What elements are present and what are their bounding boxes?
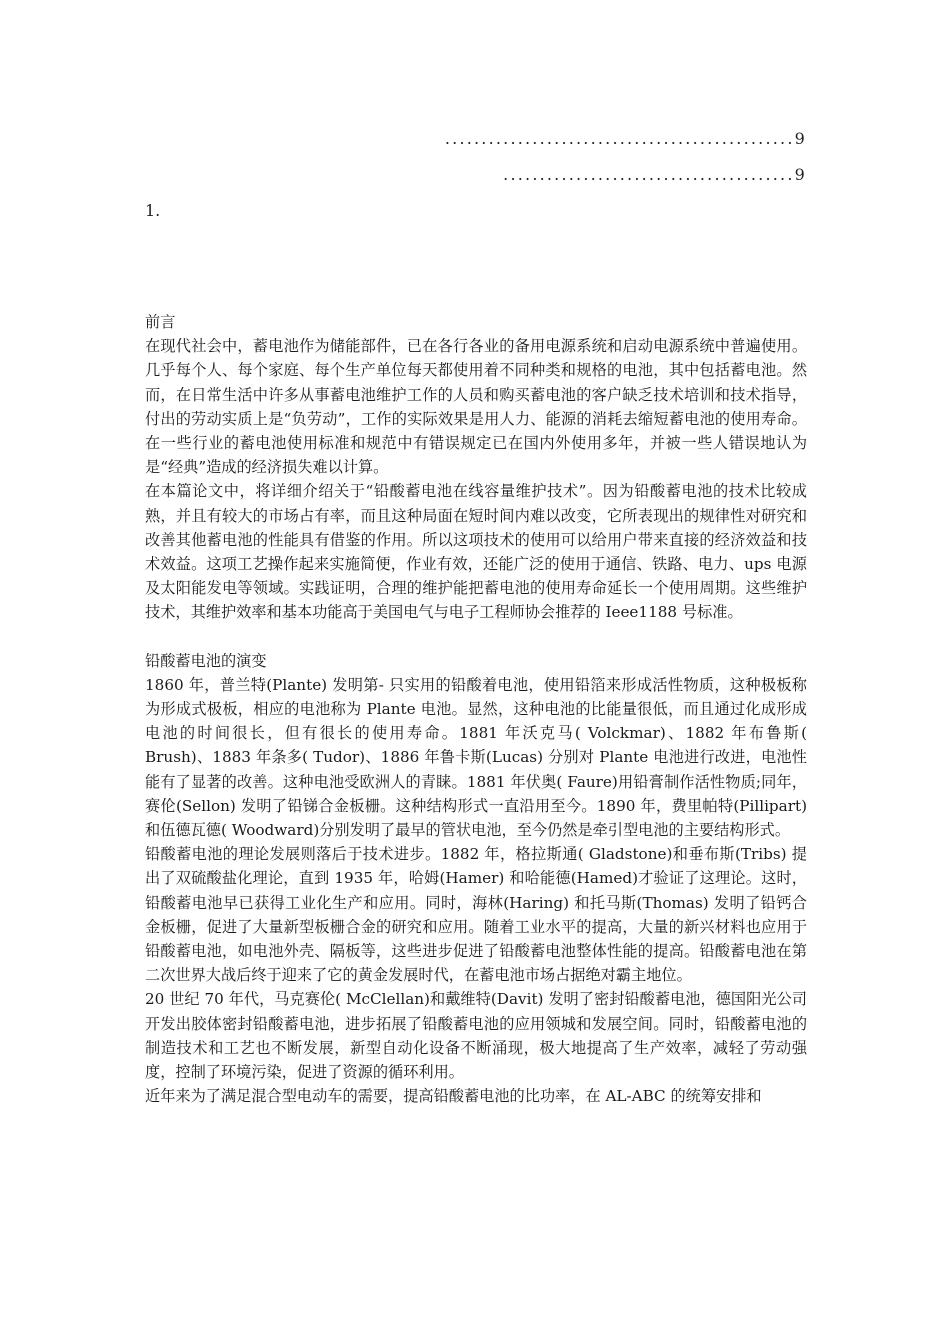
toc-page-number: 9 bbox=[794, 165, 807, 184]
paragraph: 铅酸蓄电池的理论发展则落后于技术进步。1882 年，格拉斯通( Gladstone)和垂布斯(Tribs) 提出了双硫酸盐化理论，直到 1935 年，哈姆(Hamer) 和哈能德(Hamed)才验证了这理论。这时，铅酸蓄电池早已获得工业化生产和应用。同时，海林(Haring) 和托马斯(Thomas) 发明了铅钙合金板栅，促进了大量新型板栅合金的研究和应用。随着工业水平的提高，大量的新兴材料也应用于铅酸蓄电池，如电池外壳、隔板等，这些进步促进了铅酸蓄电池整体性能的提高。铅酸蓄电池在第二次世界大战后终于迎来了它的黄金发展时代，在蓄电池市场占据绝对霸主地位。 bbox=[145, 845, 807, 985]
toc-entry-1[interactable] bbox=[445, 129, 807, 148]
toc-entry-2[interactable] bbox=[503, 165, 807, 184]
toc-item-number: 1. bbox=[145, 201, 161, 220]
section-heading-preface: 前言 bbox=[145, 313, 176, 331]
section-heading-evolution: 铅酸蓄电池的演变 bbox=[145, 651, 267, 670]
paragraph: 在本篇论文中，将详细介绍关于“铅酸蓄电池在线容量维护技术”。因为铅酸蓄电池的技术比较成熟，并且有较大的市场占有率，而且这种局面在短时间内难以改变，它所表现出的规律性对研究和改善其他蓄电池的性能具有借鉴的作用。所以这项技术的使用可以给用户带来直接的经济效益和技术效益。这项工艺操作起来实施简便，作业有效，还能广泛的使用于通信、铁路、电力、ups 电源及太阳能发电等领域。实践证明，合理的维护能把蓄电池的使用寿命延长一个使用周期。这些维护技术，其维护效率和基本功能高于美国电气与电子工程师协会推荐的 Ieee1188 号标准。 bbox=[145, 482, 807, 622]
toc-leader-dots: ................................................ bbox=[444, 129, 795, 148]
paragraph: 近年来为了满足混合型电动车的需要，提高铅酸蓄电池的比功率，在 AL-ABC 的统筹安排和 bbox=[145, 1087, 762, 1106]
toc-page-number: 9 bbox=[794, 129, 807, 148]
toc-leader-dots: ........................................ bbox=[503, 165, 795, 184]
paragraph-spacer bbox=[145, 625, 807, 649]
body-content bbox=[145, 310, 807, 1109]
paragraph: 1860 年，普兰特(Plante) 发明第- 只实用的铅酸着电池，使用铅箔来形成活性物质，这种极板称为形成式极板，相应的电池称为 Plante 电池。显然，这种电池的比能量很低，而且通过化成形成电池的时间很长，但有很长的使用寿命。1881 年沃克马( Volckmar)、1882 年布鲁斯( Brush)、1883 年条多( Tudor)、1886 年鲁卡斯(Lucas) 分别对 Plante 电池进行改进，电池性能有了显著的改善。这种电池受欧洲人的青睐。1881 年伏奥( Faure)用铅膏制作活性物质;同年，赛伦(Sellon) 发明了铅锑合金板栅。这种结构形式一直沿用至今。1890 年，费里帕特(Pillipart) 和伍德瓦德( Woodward)分别发明了最早的管状电池，至今仍然是牵引型电池的主要结构形式。 bbox=[145, 675, 807, 840]
paragraph: 在现代社会中，蓄电池作为储能部件，已在各行各业的备用电源系统和启动电源系统中普遍使用。几乎每个人、每个家庭、每个生产单位每天都使用着不同种类和规格的电池，其中包括蓄电池。然而，在日常生活中许多从事蓄电池维护工作的人员和购买蓄电池的客户缺乏技术培训和技术指导，付出的劳动实质上是“负劳动”，工作的实际效果是用人力、能源的消耗去缩短蓄电池的使用寿命。在一些行业的蓄电池使用标准和规范中有错误规定已在国内外使用多年，并被一些人错误地认为是“经典”造成的经济损失难以计算。 bbox=[145, 337, 807, 477]
paragraph: 20 世纪 70 年代，马克赛伦( McClellan)和戴维特(Davit) 发明了密封铅酸蓄电池，德国阳光公司开发出胶体密封铅酸蓄电池，进步拓展了铅酸蓄电池的应用领城和发展空间。同时，铅酸蓄电池的制造技术和工艺也不断发展，新型自动化设备不断涌现，极大地提高了生产效率，减轻了劳动强度，控制了环境污染，促进了资源的循环利用。 bbox=[145, 990, 807, 1082]
